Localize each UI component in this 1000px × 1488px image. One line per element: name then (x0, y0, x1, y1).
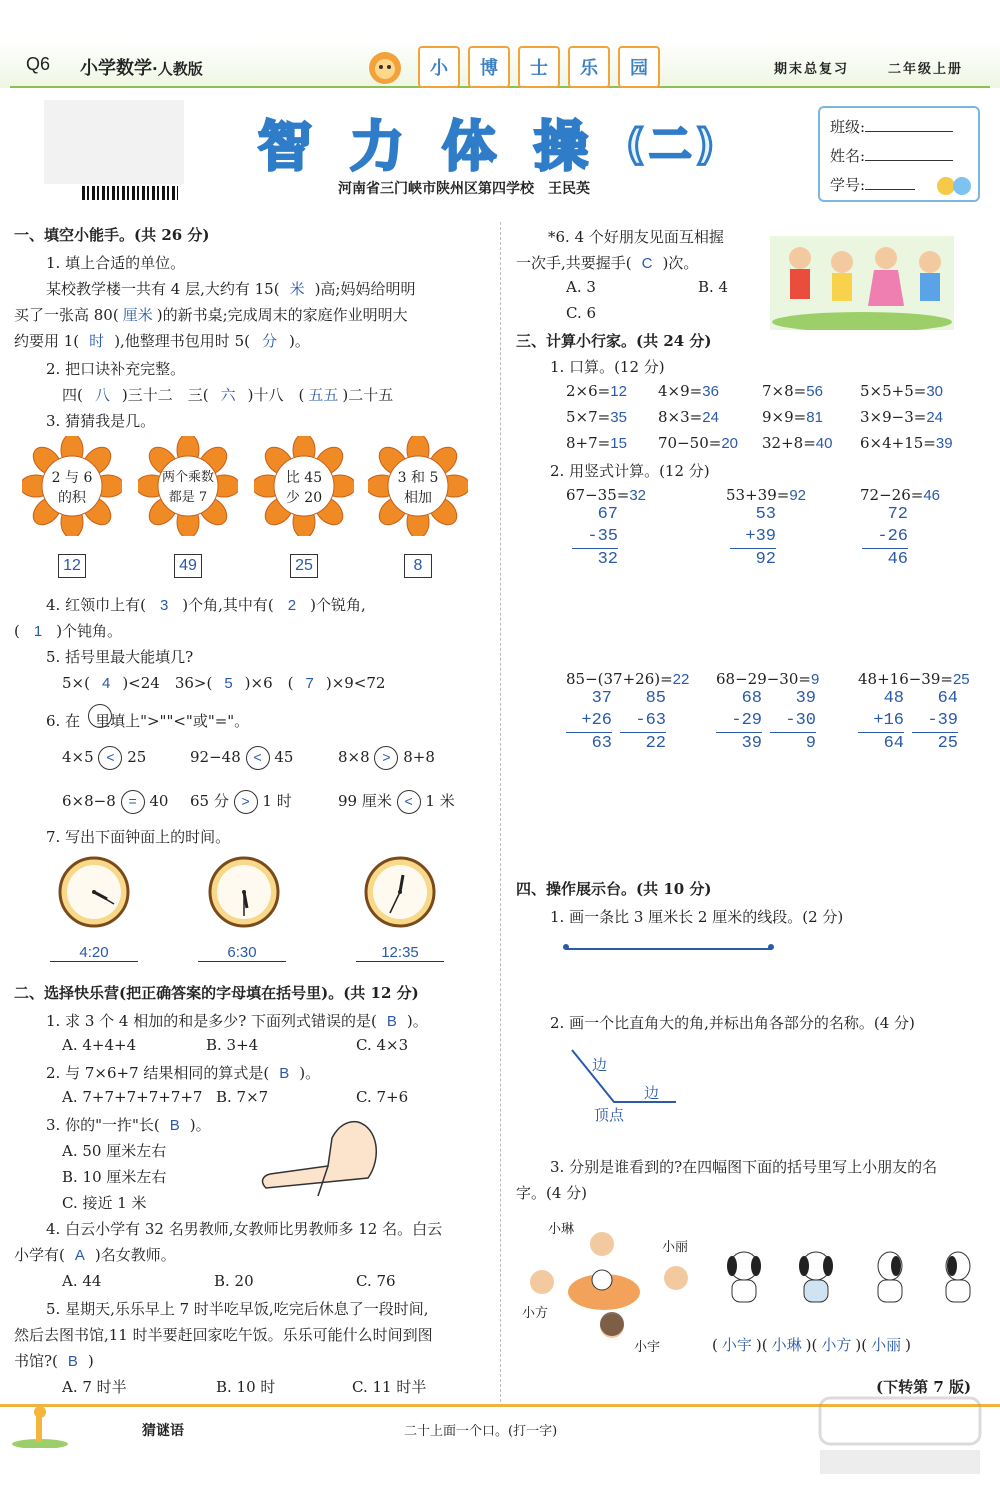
oral-grid: 2×6=12 4×9=36 7×8=56 5×5+5=30 5×7=35 8×3=24 9×9=81 3×9−3=24 8+7=15 70−50=20 32+8=40 6×4+15=39 (566, 382, 953, 452)
s4-q1: 1. 画一条比 3 厘米长 2 厘米的线段。(2 分) (550, 908, 844, 926)
vertex-label: 顶点 (594, 1107, 625, 1124)
compare-5: 65 分 > 1 时 (190, 790, 292, 814)
footer-riddle: 二十上面一个口。(打一字) (404, 1424, 558, 1439)
dog-views (722, 1246, 982, 1306)
view-answers: ( 小宇 )( 小琳 )( 小方 )( 小丽 ) (712, 1336, 911, 1354)
q6-title: 6. 在 里填上">""<"或"="。 (46, 712, 250, 730)
compare-circle[interactable]: > (374, 746, 398, 770)
review-label: 期末总复习 (774, 62, 850, 77)
vertical-calc-5: 68−29−30=9 68 -29 39 39 -30 9 (716, 670, 820, 753)
q2-line: 四( 八 )三十二 三( 六 )十八 ( 五五 )二十五 (62, 386, 394, 404)
vertical-calc-2: 53+39=92 53 +39 92 (726, 486, 806, 569)
compare-3: 8×8 > 8+8 (338, 746, 435, 770)
compare-circle[interactable]: < (98, 746, 122, 770)
vertical-calc-1: 67−35=32 67 -35 32 (566, 486, 646, 569)
flower-2: 两个乘数 都是 7 49 (138, 436, 238, 540)
q1-line1: 某校教学楼一共有 4 层,大约有 15( 米 )高;妈妈给明明 (46, 280, 416, 298)
q1-line3: 约要用 1( 时 ),他整理书包用时 5( 分 )。 (14, 332, 310, 350)
handshake-q-line1: *6. 4 个好朋友见面互相握 (548, 228, 724, 246)
s2-q2: 2. 与 7×6+7 结果相同的算式是( B )。 (46, 1064, 321, 1082)
s2-q5c: 书馆?( B ) (14, 1352, 94, 1370)
compare-1: 4×5 < 25 (62, 746, 146, 770)
option: C. 11 时半 (352, 1378, 427, 1396)
id-field[interactable]: 学号: (830, 174, 915, 195)
drawn-segment (566, 948, 772, 950)
dog-view-right-icon (938, 1246, 982, 1306)
clock-3 (364, 856, 436, 932)
compare-circle[interactable]: < (246, 746, 270, 770)
flower-1: 2 与 6 的积 12 (22, 436, 122, 540)
option: C. 4×3 (356, 1036, 409, 1054)
author-line: 河南省三门峡市陕州区第四学校 王民英 (338, 181, 590, 197)
option: A. 50 厘米左右 (62, 1142, 167, 1160)
compare-circle[interactable]: < (397, 790, 421, 814)
header-tiles (418, 46, 660, 88)
option: A. 44 (62, 1272, 102, 1290)
s4-q2: 2. 画一个比直角大的角,并标出角各部分的名称。(4 分) (550, 1014, 915, 1032)
compare-4: 6×8−8 = 40 (62, 790, 168, 814)
option: B. 4 (698, 278, 729, 296)
answer-box[interactable]: 49 (174, 554, 202, 578)
angle-side-label: 边 (592, 1057, 608, 1074)
clock-answer[interactable]: 6:30 (198, 944, 286, 962)
s2-q4a: 4. 白云小学有 32 名男教师,女教师比男教师多 12 名。白云 (46, 1220, 443, 1238)
clock-answer[interactable]: 4:20 (50, 944, 138, 962)
dog-view-left-icon (866, 1246, 910, 1306)
student-info-box (818, 106, 980, 202)
kid-name-right: 小丽 (662, 1240, 689, 1255)
circle-symbol-icon (88, 704, 112, 728)
option: C. 76 (356, 1272, 396, 1290)
answer-box[interactable]: 25 (290, 554, 318, 578)
segment-endpoint (563, 944, 569, 950)
view-answer[interactable]: 小方 (821, 1337, 852, 1354)
vertical-calc-4: 85−(37+26)=22 37 +26 63 85 -63 22 (566, 670, 690, 753)
lion-mascot-icon (360, 46, 410, 86)
option: B. 3+4 (206, 1036, 259, 1054)
section2-title: 二、选择快乐营(把正确答案的字母填在括号里)。(共 12 分) (14, 984, 419, 1002)
kid-name-bottom: 小宇 (634, 1340, 661, 1355)
clock-answer[interactable]: 12:35 (356, 944, 444, 962)
kid-name-left: 小方 (522, 1306, 549, 1321)
tile: 乐 (568, 46, 610, 88)
flower-3: 比 45 少 20 25 (254, 436, 354, 540)
s4-q3-line2: 字。(4 分) (516, 1184, 588, 1202)
answer-box[interactable]: 12 (58, 554, 86, 578)
vertical-calc-3: 72−26=46 72 -26 46 (860, 486, 940, 569)
compare-circle[interactable]: = (121, 790, 145, 814)
section4-title: 四、操作展示台。(共 10 分) (516, 880, 712, 898)
q3-title: 3. 猜猜我是几。 (46, 412, 156, 430)
option: C. 接近 1 米 (62, 1194, 147, 1212)
obtuse-angle-drawing (566, 1046, 696, 1106)
cartoon-animals-icon (936, 170, 972, 196)
section3-title: 三、计算小行家。(共 24 分) (516, 332, 712, 350)
s4-q3-line1: 3. 分别是谁看到的?在四幅图下面的括号里写上小朋友的名 (550, 1158, 938, 1176)
view-answer[interactable]: 小丽 (871, 1337, 902, 1354)
dog-view-back-icon (794, 1246, 838, 1306)
s2-q5b: 然后去图书馆,11 时半要赶回家吃午饭。乐乐可能什么时间到图 (14, 1326, 433, 1344)
kid-name-top: 小琳 (548, 1222, 575, 1237)
option: A. 7+7+7+7+7+7 (62, 1088, 203, 1106)
s2-q3: 3. 你的"一拃"长( B )。 (46, 1116, 211, 1134)
flower-4: 3 和 5 相加 8 (368, 436, 468, 540)
q5-line: 5×( 4 )<24 36>( 5 )×6 ( 7 )×9<72 (62, 674, 386, 692)
vertical-title: 2. 用竖式计算。(12 分) (550, 462, 710, 480)
subject-label: 小学数学·人教版 (80, 58, 203, 79)
viewpoint-scene-icon (520, 1222, 696, 1362)
view-answer[interactable]: 小琳 (771, 1337, 802, 1354)
name-field[interactable]: 姓名: (830, 145, 953, 166)
option: C. 7+6 (356, 1088, 409, 1106)
dog-view-front-icon (722, 1246, 766, 1306)
compare-2: 92−48 < 45 (190, 746, 293, 770)
q7-title: 7. 写出下面钟面上的时间。 (46, 828, 231, 846)
qr-code-icon (82, 186, 178, 200)
watermark-logo (810, 1394, 990, 1478)
friends-illustration-icon (770, 236, 954, 330)
s2-q4b: 小学有( A )名女教师。 (14, 1246, 176, 1264)
option: A. 4+4+4 (62, 1036, 137, 1054)
oral-title: 1. 口算。(12 分) (550, 358, 665, 376)
giraffe-icon (10, 1404, 70, 1448)
q5-title: 5. 括号里最大能填几? (46, 648, 194, 666)
option: B. 10 厘米左右 (62, 1168, 167, 1186)
segment-endpoint (768, 944, 774, 950)
section1-title: 一、填空小能手。(共 26 分) (14, 226, 210, 244)
answer-box[interactable]: 8 (404, 554, 432, 578)
q1-line2: 买了一张高 80( 厘米 )的新书桌;完成周末的家庭作业明明大 (14, 306, 408, 324)
option: A. 3 (566, 278, 596, 296)
page-title: 智 力 体 操 (二) (258, 115, 719, 178)
continue-note: (下转第 7 版) (876, 1378, 972, 1396)
tile: 小 (418, 46, 460, 88)
vertical-calc-6: 48+16−39=25 48 +16 64 64 -39 25 (858, 670, 970, 753)
option: C. 6 (566, 304, 597, 322)
tile: 士 (518, 46, 560, 88)
view-answer[interactable]: 小宇 (721, 1337, 752, 1354)
option: B. 7×7 (216, 1088, 269, 1106)
hand-span-icon (258, 1118, 388, 1200)
angle-side-label: 边 (644, 1085, 660, 1102)
q4-line1: 4. 红领巾上有( 3 )个角,其中有( 2 )个锐角, (46, 596, 366, 614)
tile: 博 (468, 46, 510, 88)
q4-line2: ( 1 )个钝角。 (14, 622, 123, 640)
option: B. 10 时 (216, 1378, 276, 1396)
compare-6: 99 厘米 < 1 米 (338, 790, 455, 814)
footer-label: 猜谜语 (142, 1423, 184, 1439)
class-field[interactable]: 班级: (830, 116, 953, 137)
column-divider (500, 222, 501, 1402)
s2-q5a: 5. 星期天,乐乐早上 7 时半吃早饭,吃完后休息了一段时间, (46, 1300, 429, 1318)
grade-label: 二年级上册 (888, 62, 964, 77)
qr-placeholder (44, 100, 184, 184)
clock-1 (58, 856, 130, 932)
option: B. 20 (214, 1272, 254, 1290)
q2-title: 2. 把口诀补充完整。 (46, 360, 186, 378)
compare-circle[interactable]: > (234, 790, 258, 814)
s2-q1: 1. 求 3 个 4 相加的和是多少? 下面列式错误的是( B )。 (46, 1012, 428, 1030)
tile: 园 (618, 46, 660, 88)
handshake-q-line2: 一次手,共要握手( C )次。 (516, 254, 699, 272)
q1-title: 1. 填上合适的单位。 (46, 254, 186, 272)
flower-row (22, 436, 492, 586)
option: A. 7 时半 (62, 1378, 127, 1396)
page-number: Q6 (26, 54, 51, 74)
clock-2 (208, 856, 280, 932)
